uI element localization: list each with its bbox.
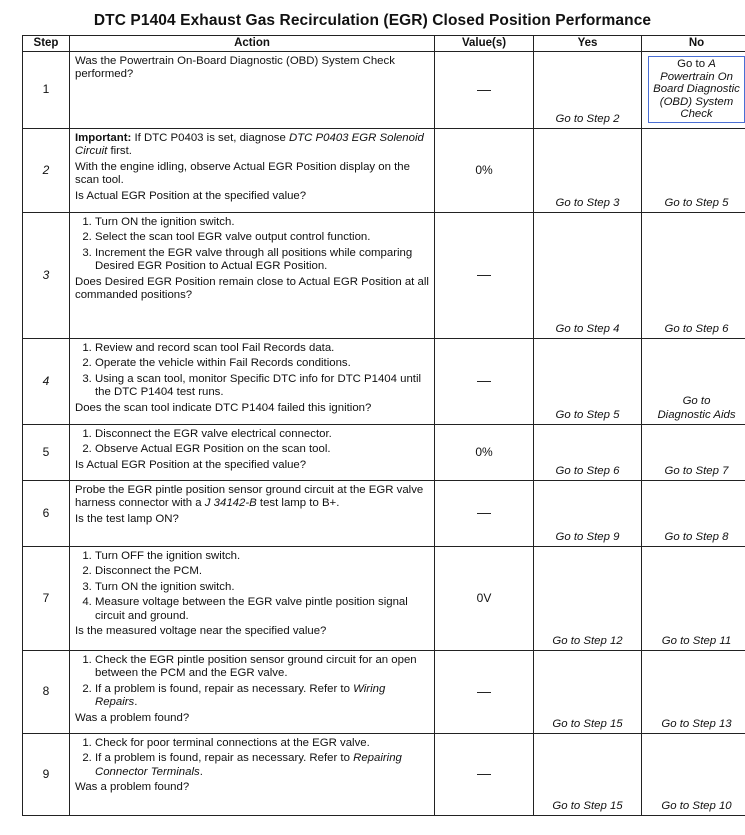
list-item: 1. Turn OFF the ignition switch.: [95, 550, 430, 563]
value-cell: —: [435, 734, 534, 816]
question-text: Is Actual EGR Position at the specified value?: [75, 189, 307, 202]
list-item: 4. Measure voltage between the EGR valve pintle position signal circuit and ground.: [95, 596, 430, 623]
instruction-list: [75, 654, 430, 710]
list-item: 1. Check for poor terminal connections at the EGR valve.: [95, 737, 430, 750]
no-cell: [642, 52, 745, 129]
table-row: [23, 213, 745, 339]
list-item: 2. If a problem is found, repair as necessary. Refer to Wiring Repairs.: [95, 683, 430, 710]
list-item: 2. Disconnect the PCM.: [95, 565, 430, 578]
step-number: 8: [23, 651, 70, 734]
value-cell: —: [435, 651, 534, 734]
step-number: 6: [23, 481, 70, 547]
table-row: [23, 651, 745, 734]
question-text: Does the scan tool indicate DTC P1404 failed this ignition?: [75, 401, 372, 414]
action-cell: [70, 339, 435, 425]
no-link[interactable]: Go to Step 7: [642, 425, 745, 481]
no-link[interactable]: Go to Step 6: [642, 213, 745, 339]
question-text: Does Desired EGR Position remain close to Actual EGR Position at all commanded positions?: [75, 275, 429, 302]
step-number: 2: [23, 129, 70, 213]
yes-link[interactable]: Go to Step 6: [534, 425, 642, 481]
action-cell: [70, 129, 435, 213]
no-link[interactable]: Go to Step 5: [642, 129, 745, 213]
yes-link[interactable]: Go to Step 2: [534, 52, 642, 129]
action-cell: [70, 651, 435, 734]
question-text: Was a problem found?: [75, 711, 190, 724]
table-row: [23, 425, 745, 481]
no-link[interactable]: Go to Step 11: [642, 547, 745, 651]
question-text: Is the test lamp ON?: [75, 512, 179, 525]
no-link[interactable]: Go to Step 8: [642, 481, 745, 547]
yes-link[interactable]: Go to Step 5: [534, 339, 642, 425]
wiring-repairs-link[interactable]: Wiring Repairs: [95, 682, 386, 709]
connector-terminals-link[interactable]: Repairing Connector Terminals: [95, 752, 402, 778]
action-cell: [70, 734, 435, 816]
question-text: Was a problem found?: [75, 781, 190, 794]
value-cell: 0%: [435, 129, 534, 213]
value-cell: —: [435, 52, 534, 129]
dtc-p0403-link[interactable]: DTC P0403 EGR Solenoid Circuit: [75, 132, 424, 158]
instruction-list: [75, 216, 430, 274]
value-cell: 0V: [435, 547, 534, 651]
list-item: 1. Disconnect the EGR valve electrical connector.: [95, 428, 430, 441]
page-title: DTC P1404 Exhaust Gas Recirculation (EGR) Closed Position Performance: [93, 12, 652, 29]
no-link[interactable]: Go to Step 10: [642, 734, 745, 816]
table-row: [23, 547, 745, 651]
instruction-text: With the engine idling, observe Actual EGR Position display on the scan tool.: [75, 160, 410, 187]
table-row: [23, 52, 745, 129]
list-item: 2. Select the scan tool EGR valve output control function.: [95, 231, 430, 244]
yes-link[interactable]: Go to Step 4: [534, 213, 642, 339]
action-cell: [70, 547, 435, 651]
list-item: 2. If a problem is found, repair as necessary. Refer to Repairing Connector Terminals.: [95, 752, 430, 779]
yes-link[interactable]: Go to Step 3: [534, 129, 642, 213]
table-row: [23, 481, 745, 547]
value-cell: 0%: [435, 425, 534, 481]
yes-link[interactable]: Go to Step 15: [534, 651, 642, 734]
step-number: 5: [23, 425, 70, 481]
value-cell: —: [435, 339, 534, 425]
no-link-diagnostic-aids[interactable]: Go to Diagnostic Aids: [642, 339, 745, 425]
list-item: 1. Turn ON the ignition switch.: [95, 216, 430, 229]
instruction-text: Probe the EGR pintle position sensor ground circuit at the EGR valve harness connector with a J 34142-B test lamp to B+.: [75, 484, 424, 510]
header-action: Action: [70, 36, 435, 52]
list-item: 2. Observe Actual EGR Position on the scan tool.: [95, 443, 430, 456]
instruction-list: [75, 737, 430, 779]
diagnostic-table: [22, 35, 745, 816]
step-number: 3: [23, 213, 70, 339]
yes-link[interactable]: Go to Step 15: [534, 734, 642, 816]
question-text: Is Actual EGR Position at the specified value?: [75, 458, 307, 471]
table-row: [23, 339, 745, 425]
header-yes: Yes: [534, 36, 642, 52]
question-text: Is the measured voltage near the specified value?: [75, 625, 327, 638]
action-cell: [70, 481, 435, 547]
header-no: No: [642, 36, 745, 52]
list-item: 2. Operate the vehicle within Fail Records conditions.: [95, 357, 430, 370]
obd-system-check-link[interactable]: Go to A Powertrain On Board Diagnostic (OBD) System Check: [648, 56, 745, 123]
table-row: [23, 734, 745, 816]
table-header-row: [23, 36, 745, 52]
step-number: 9: [23, 734, 70, 816]
question-text: Was the Powertrain On-Board Diagnostic (OBD) System Check performed?: [75, 55, 395, 81]
important-note: Important: If DTC P0403 is set, diagnose DTC P0403 EGR Solenoid Circuit first.: [75, 132, 424, 158]
value-cell: —: [435, 481, 534, 547]
header-values: Value(s): [435, 36, 534, 52]
list-item: 3. Turn ON the ignition switch.: [95, 581, 430, 594]
yes-link[interactable]: Go to Step 9: [534, 481, 642, 547]
step-number: 4: [23, 339, 70, 425]
step-number: 1: [23, 52, 70, 129]
yes-link[interactable]: Go to Step 12: [534, 547, 642, 651]
instruction-list: [75, 428, 430, 457]
test-lamp-tool-ref: J 34142-B: [204, 497, 257, 510]
header-step: Step: [23, 36, 70, 52]
step-number: 7: [23, 547, 70, 651]
list-item: 1. Review and record scan tool Fail Records data.: [95, 342, 430, 355]
value-cell: —: [435, 213, 534, 339]
action-cell: [70, 213, 435, 339]
no-link[interactable]: Go to Step 13: [642, 651, 745, 734]
instruction-list: [75, 550, 430, 623]
list-item: 1. Check the EGR pintle position sensor ground circuit for an open between the PCM and the EGR valve.: [95, 654, 430, 681]
instruction-list: [75, 342, 430, 400]
list-item: 3. Increment the EGR valve through all positions while comparing Desired EGR Position to Actual EGR Position.: [95, 247, 430, 274]
table-row: [23, 129, 745, 213]
list-item: 3. Using a scan tool, monitor Specific DTC info for DTC P1404 until the DTC P1404 test runs.: [95, 373, 430, 400]
action-cell: [70, 52, 435, 129]
action-cell: [70, 425, 435, 481]
